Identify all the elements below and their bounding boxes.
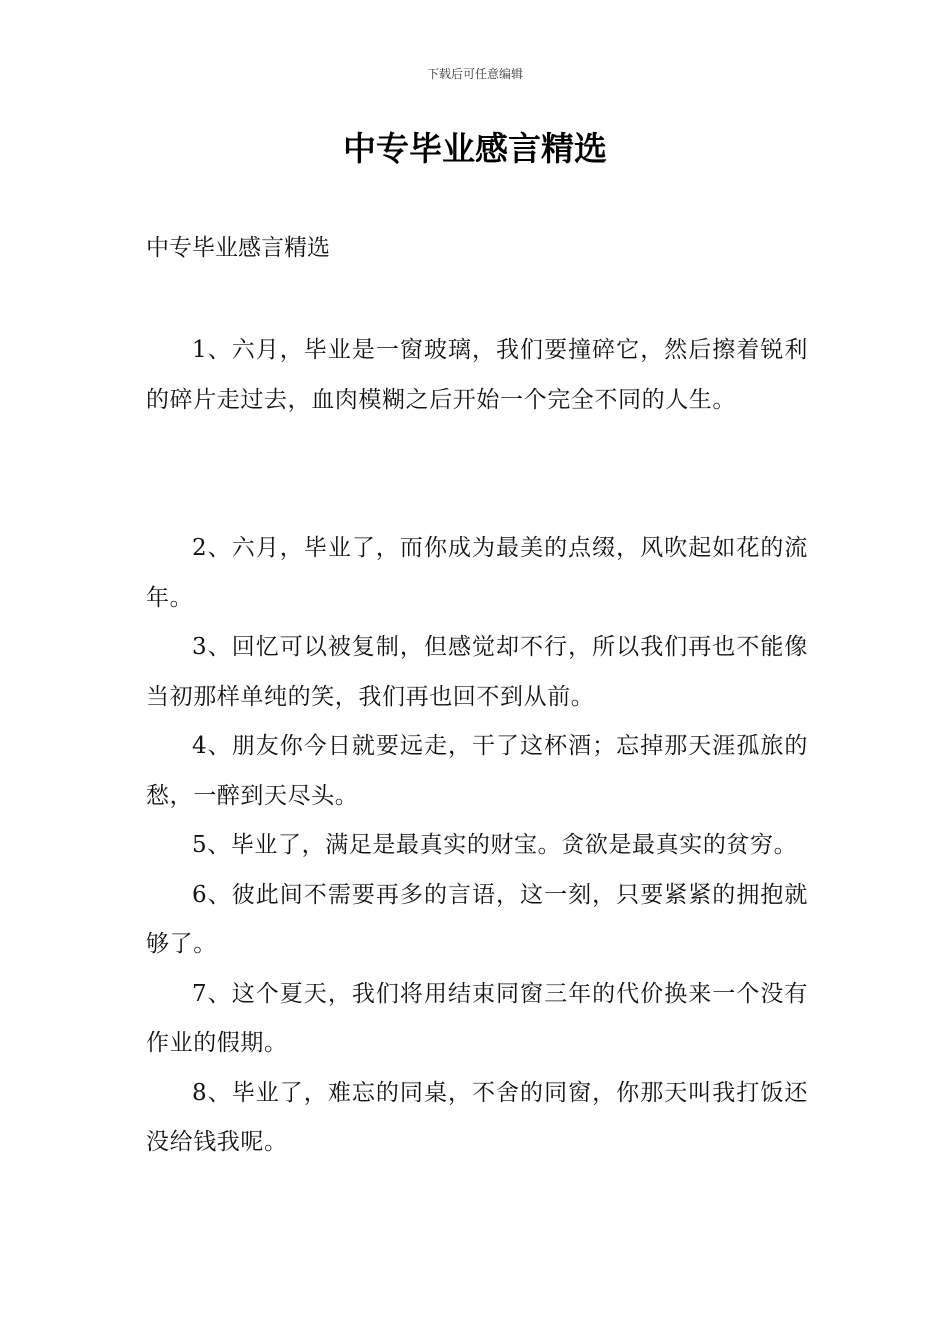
- paragraph-5: 5、毕业了，满足是最真实的财宝。贪欲是最真实的贫穷。: [192, 832, 798, 858]
- document-title: 中专毕业感言精选: [343, 129, 607, 168]
- paragraph-8: 8、毕业了，难忘的同桌，不舍的同窗，你那天叫我打饭还没给钱我呢。: [146, 1079, 808, 1155]
- paragraph-2: 2、六月，毕业了，而你成为最美的点缀，风吹起如花的流年。: [146, 535, 808, 611]
- document-subtitle: 中专毕业感言精选: [146, 235, 330, 261]
- paragraph-group-first: [146, 326, 808, 425]
- paragraph-7: 7、这个夏天，我们将用结束同窗三年的代价换来一个没有作业的假期。: [146, 980, 808, 1056]
- paragraph-1: 1、六月，毕业是一窗玻璃，我们要撞碎它，然后擦着锐利的碎片走过去，血肉模糊之后开始一个完全不同的人生。: [146, 337, 808, 413]
- paragraph-group-rest: [146, 524, 808, 1168]
- header-note: 下载后可任意编辑: [426, 67, 523, 81]
- paragraph-6: 6、彼此间不需要再多的言语，这一刻，只要紧紧的拥抱就够了。: [146, 881, 808, 957]
- paragraph-3: 3、回忆可以被复制，但感觉却不行，所以我们再也不能像当初那样单纯的笑，我们再也回不到从前。: [146, 634, 808, 710]
- paragraph-4: 4、朋友你今日就要远走，干了这杯酒；忘掉那天涯孤旅的愁，一醉到天尽头。: [146, 733, 808, 809]
